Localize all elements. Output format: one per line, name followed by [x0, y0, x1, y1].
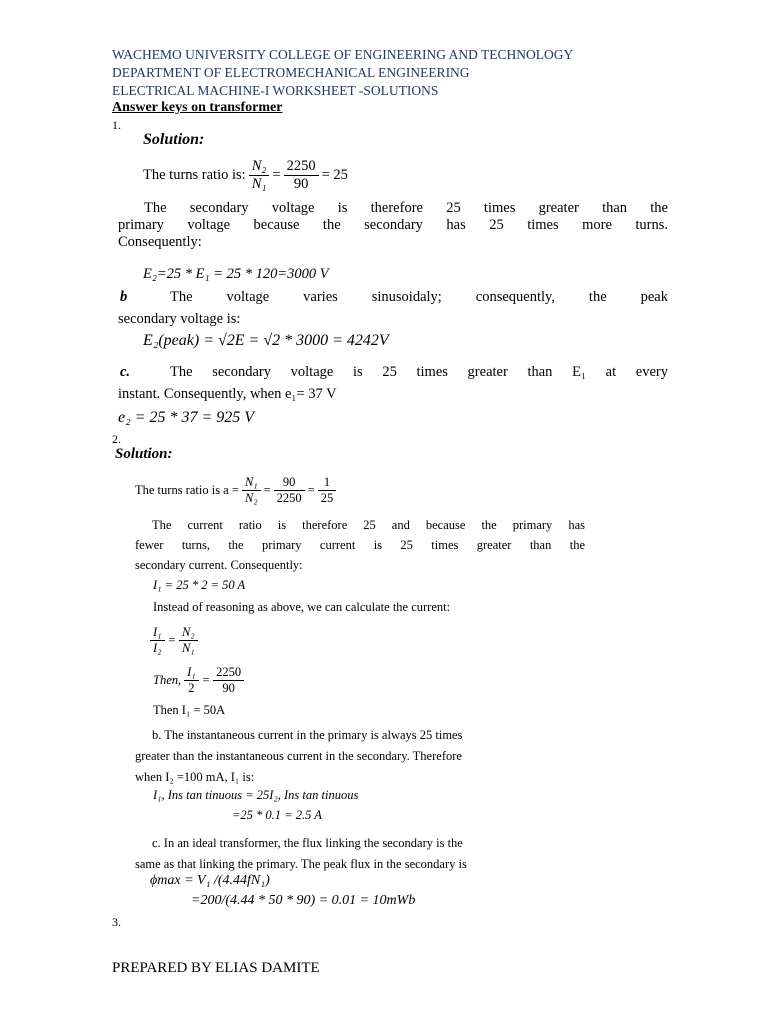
q2-ratio-equation: $\frac{\text{I₁}}{\text{I₂}}$ = $\frac{\text{N₂}}{\text{N₁}}$: [150, 620, 201, 660]
q2-number: 2.: [112, 432, 121, 446]
q2-part-c: c. In an ideal transformer, the flux linking the secondary is the same as that linking the primary. The peak flux in the secondary is: [135, 836, 467, 871]
q2-flux-equation-1: ϕmax = V₁ /(4.44fN₁): [150, 873, 270, 888]
q2-i1-equation: I₁ = 25 * 2 = 50 A: [153, 578, 246, 592]
q1-part-b-label: b: [120, 289, 128, 305]
q1-turns-prefix: The turns ratio is:: [143, 166, 246, 183]
q2-part-b: b. The instantaneous current in the primary is always 25 times greater than the instantaneous current in the secondary. Therefore when I₂ =100 mA, I₁ is:: [135, 728, 463, 784]
q1-e2-inst-equation: e₂ = 25 * 37 = 925 V: [118, 409, 255, 426]
q2-then-result: Then I₁ = 50A: [153, 703, 226, 717]
q2-inst-equation-1: I₁, Ins tan tinuous = 25I₂, Ins tan tinuous: [153, 788, 359, 802]
q2-fraction-n: $\frac{\text{N₁}}{\text{N₂}}$: [242, 475, 261, 505]
q2-turns-prefix: The turns ratio is a =: [135, 482, 239, 497]
q1-e2-equation: E₂=25 * E₁ = 25 * 120=3000 V: [143, 266, 329, 282]
header-department: DEPARTMENT OF ELECTROMECHANICAL ENGINEERING: [112, 65, 470, 80]
q2-fraction-simplified: $\frac{1}{25}$: [318, 475, 337, 505]
q1-fraction-n: $\frac{\text{N₂}}{\text{N₁}}$: [249, 158, 270, 192]
q1-part-c-line1: The secondary voltage is 25 times greater than E₁ at every: [170, 364, 668, 380]
q1-solution-heading: Solution:: [143, 131, 205, 148]
q1-turns-ratio-equation: The turns ratio is: $\frac{\text{N₂}}{\text{N₁}}$ = $\frac{2250}{90}$ = 25: [143, 157, 348, 192]
q1-turns-result: = 25: [321, 166, 348, 183]
q2-solution-heading: Solution:: [115, 446, 173, 462]
q2-fraction-values: $\frac{90}{2250}$: [274, 475, 305, 505]
q2-flux-equation-2: =200/(4.44 * 50 * 90) = 0.01 = 10mWb: [191, 893, 416, 908]
q2-turns-ratio-equation: The turns ratio is a = $\frac{\text{N₁}}{\text{N₂}}$ = $\frac{90}{2250}$ = $\frac{1}{25}$: [135, 468, 339, 512]
q2-then-equation: Then, $\frac{\text{I₁}}{2}$ = $\frac{2250}{90}$: [153, 660, 247, 700]
q1-number: 1.: [112, 118, 121, 132]
q1-part-b-line2: secondary voltage is:: [118, 311, 241, 327]
q1-fraction-values: $\frac{2250}{90}$: [284, 158, 319, 192]
q2-paragraph: The current ratio is therefore 25 and because the primary has fewer turns, the primary current is 25 times greater than the secondary current. Consequently:: [135, 518, 585, 572]
q1-part-c-label: c.: [120, 364, 131, 380]
q1-part-b-line1: The voltage varies sinusoidaly; consequently, the peak: [170, 289, 668, 305]
q1-paragraph: The secondary voltage is therefore 25 times greater than the primary voltage because the secondary has 25 times more turns. Consequently:: [118, 200, 668, 250]
header-worksheet: ELECTRICAL MACHINE-I WORKSHEET -SOLUTIONS: [112, 83, 439, 98]
answer-keys-title: Answer keys on transformer: [112, 100, 283, 115]
header-university: WACHEMO UNIVERSITY COLLEGE OF ENGINEERING AND TECHNOLOGY: [112, 47, 574, 62]
q1-part-c-line2: instant. Consequently, when e₁= 37 V: [118, 386, 337, 402]
q2-inst-equation-2: =25 * 0.1 = 2.5 A: [232, 808, 322, 822]
prepared-by-footer: PREPARED BY ELIAS DAMITE: [112, 960, 320, 976]
q3-number: 3.: [112, 915, 121, 929]
q1-peak-equation: E₂(peak) = √2E = √2 * 3000 = 4242V: [143, 332, 389, 349]
q2-instead-text: Instead of reasoning as above, we can calculate the current:: [153, 600, 451, 614]
